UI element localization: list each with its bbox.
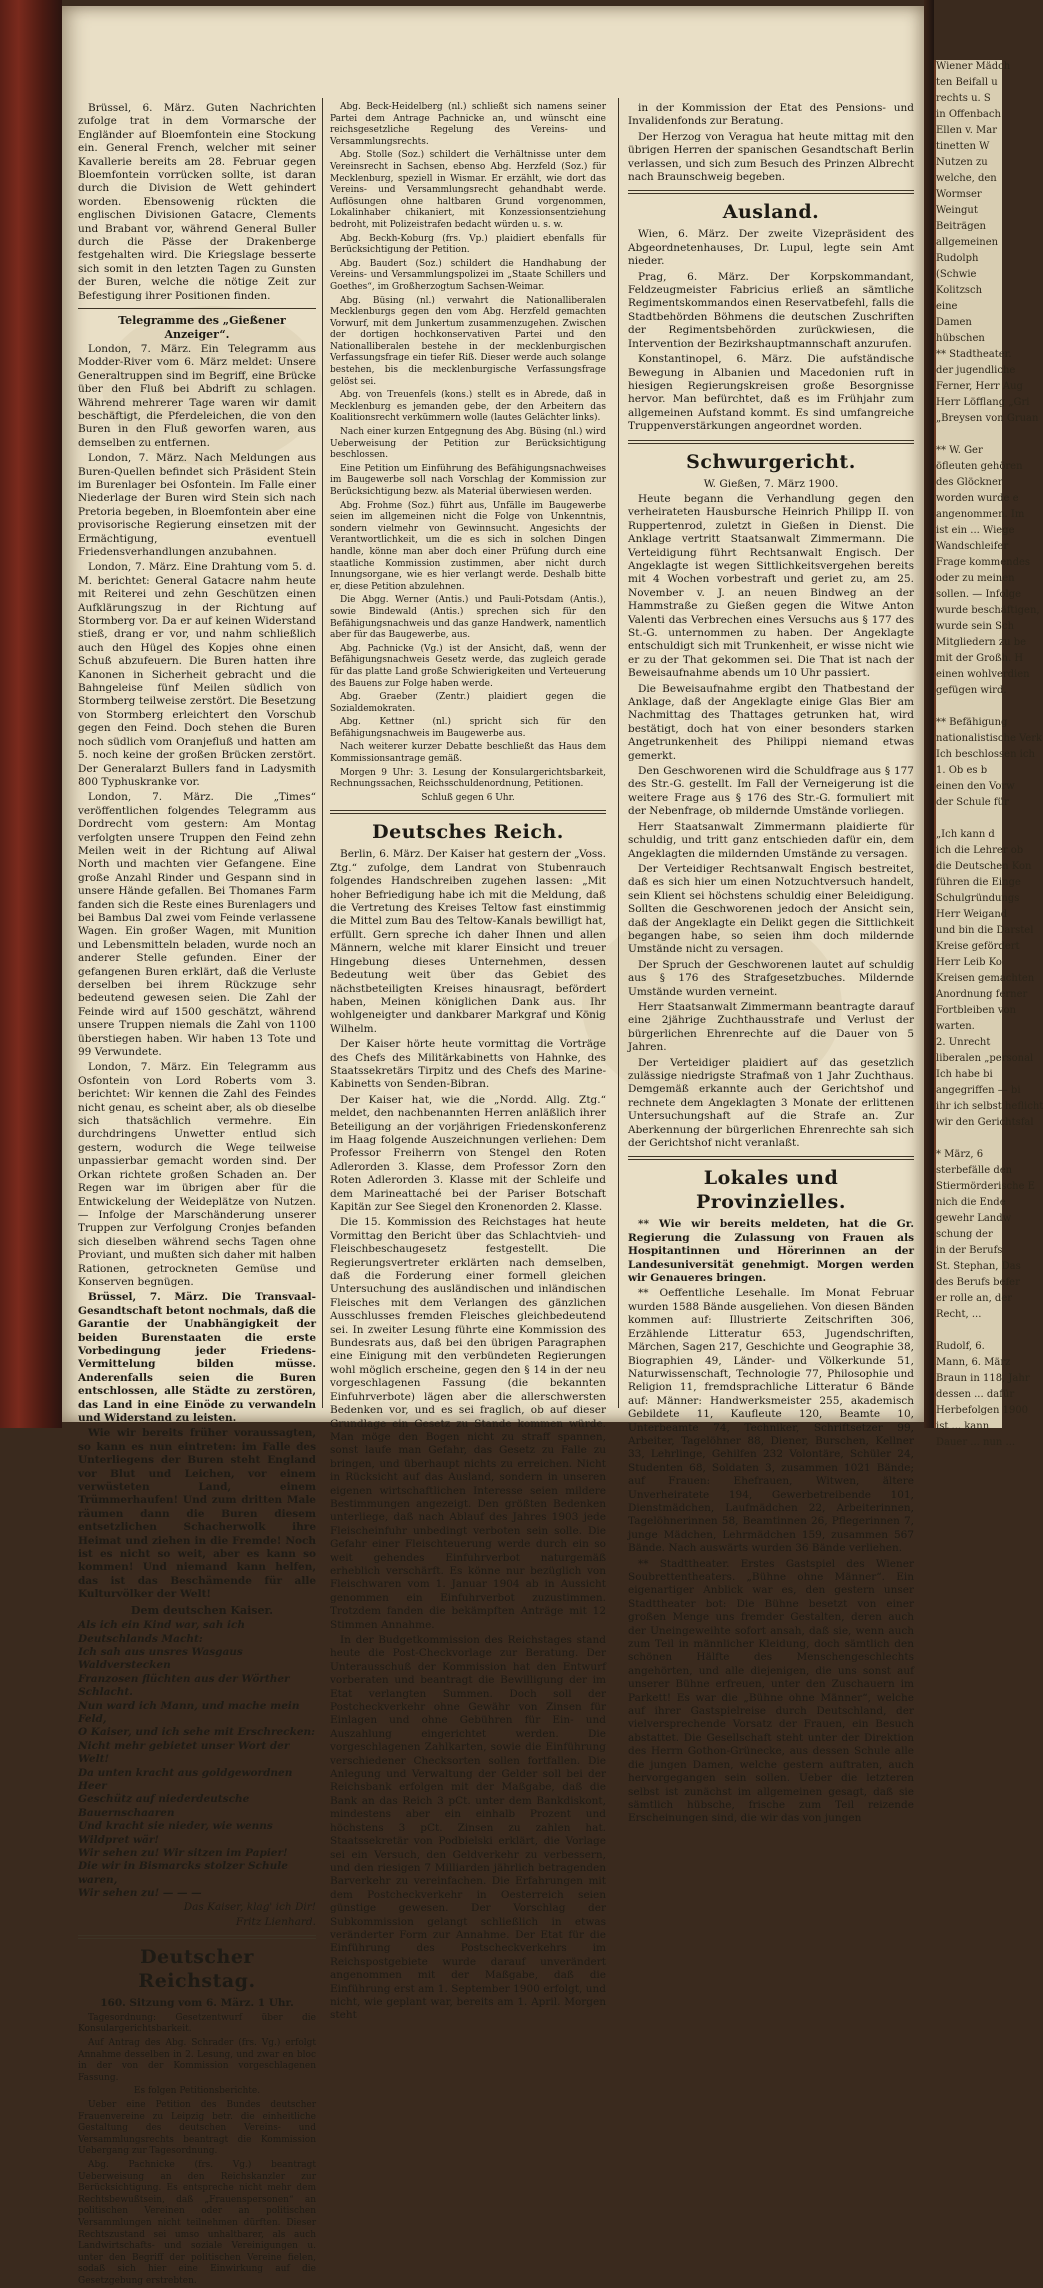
adjacent-page-line: nationalistische Verk xyxy=(936,733,1043,744)
adjacent-page-line: die Deutschen Kon xyxy=(936,861,1032,872)
poem-line: Nun ward ich Mann, und mache mein Feld, xyxy=(78,1699,300,1725)
lokales-p1: ** Wie wir bereits meldeten, hat die Gr. Regierung die Zulassung von Frauen als Hospitantinnen und Hörerinnen an der Landesuniversität genehmigt. Morgen werden wir Genaueres bringen. xyxy=(628,1218,914,1285)
adjacent-page-line: welche, den xyxy=(936,173,997,184)
adjacent-page-line: Wiener Mädch xyxy=(936,61,1011,72)
adjacent-page-line: allgemeinen xyxy=(936,237,999,248)
adjacent-page-line: Mitgliedern zu be xyxy=(936,637,1027,648)
sitzung-line: 160. Sitzung vom 6. März. 1 Uhr. xyxy=(100,1997,294,2010)
schwurgericht-p6: Der Spruch der Geschworenen lautet auf schuldig aus § 176 des Strafgesetzbuches. Mildernde Umstände wurden verneint. xyxy=(628,958,914,998)
reichstag-p8: Abg. Baudert (Soz.) schildert die Handhabung der Vereins- und Versammlungspolizei im „Staate Schillers und Goethes“, im Großherzogtum Sachsen-Weimar. xyxy=(330,258,606,292)
adjacent-page-line: des Glöckner xyxy=(936,477,1003,488)
adjacent-page-line: ich die Lehrer ob xyxy=(936,845,1024,856)
lokales-p2: ** Oeffentliche Lesehalle. Im Monat Februar wurden 1588 Bände ausgeliehen. Von diesen Bänden kommen auf: Illustrierte Zeitschriften 306, Erzählende Litteratur 653, Jugendschriften, Märchen, Sagen 217, Geschichte und Geographie 38, Biographien 49, Länder- und Völkerkunde 51, Naturwissenschaft, Technologie 77, Philosophie und Religion 11, fremdsprachliche Litteratur 6 Bände auf: Männer: Handwerksmeister 255, akademisch Gebildete 11, Kaufleute 120, Beamte 10, Unterbeamte 74, Techniker, Schriftsetzer 99, Arbeiter, Tagelöhner 88, Diener, Burschen, Kellner 33, Lehrlinge, Gehilfen 232 Volontäre, Schüler 24, Studenten 68, Soldaten 3, zusammen 1021 Bände; auf Frauen: Ehefrauen, Witwen, ältere Unverheiratete 194, Gewerbetreibende 101, Dienstmädchen, Laufmädchen 22, Arbeiterinnen, Tagelöhnerinnen 58, Beamtinnen 26, Pflegerinnen 7, junge Mädchen, Lehrmädchen 159, zusammen 567 Bände. Nach auswärts wurden 36 Bände verliehen. xyxy=(628,1287,914,1555)
heading-deutsches-reich: Deutsches Reich. xyxy=(372,821,564,844)
adjacent-page-line: in Offenbach xyxy=(936,109,1001,120)
telegram-bruessel: Brüssel, 7. März. Die Transvaal-Gesandtschaft betont nochmals, daß die Garantie der Unabhängigkeit der beiden Burenstaaten die erste Vorbedingung jeder Friedens-Vermittelung bilden müsse. Anderenfalls seien die Buren entschlossen, alle Städte zu zerstören, das Land in eine Einöde zu verwandeln und Widerstand zu leisten. xyxy=(78,1291,316,1424)
heading-ausland: Ausland. xyxy=(722,201,820,224)
poem xyxy=(78,1619,316,1901)
reichstag-p20: Schluß gegen 6 Uhr. xyxy=(421,792,515,803)
adjacent-page-line: Dauer ... nun ... xyxy=(936,1437,1016,1448)
reichstag-p10: Abg. von Treuenfels (kons.) stellt es in Abrede, daß in Mecklenburg es jemanden gebe, der den Arbeitern das Koalitionsrecht verkümmern wolle (lautes Gelächter links). xyxy=(330,390,606,424)
adjacent-page-line: Kreise gefördert xyxy=(936,941,1020,952)
divider xyxy=(78,1935,316,1939)
adjacent-page-line: St. Stephan, Das xyxy=(936,1261,1021,1272)
heading-reichstag: Deutscher Reichstag. xyxy=(138,1946,256,1993)
adjacent-page-line: Herr Weigand xyxy=(936,909,1008,920)
adjacent-page-line: der Schule für xyxy=(936,797,1009,808)
schwurgericht-dateline: W. Gießen, 7. März 1900. xyxy=(703,477,839,490)
adjacent-page-line: Ferner, Herr Aug xyxy=(936,381,1023,392)
adjacent-page-line: Nutzen zu xyxy=(936,157,988,168)
adjacent-page-line: ** W. Ger xyxy=(936,445,983,456)
divider xyxy=(78,308,316,309)
adjacent-page-line: Damen xyxy=(936,317,972,328)
reichstag-p17: Abg. Kettner (nl.) spricht sich für den Befähigungsnachweis im Baugewerbe aus. xyxy=(330,717,606,739)
reichstag-p3: Ueber eine Petition des Bundes deutscher Frauenvereine zu Leipzig betr. die einheitliche Gestaltung des deutschen Vereins- und Versammlungsrechts beantragt die Kommission Uebergang zur Tagesordnung. xyxy=(78,2100,316,2157)
adjacent-page-line: gewehr Landw xyxy=(936,1213,1012,1224)
adjacent-page-line xyxy=(936,428,1002,441)
adjacent-page-line xyxy=(936,812,1002,825)
heading-lokales: Lokales und Provinzielles. xyxy=(696,1167,846,1214)
adjacent-page-line: wurde sein Sch xyxy=(936,621,1015,632)
adjacent-page-line: rechts u. S xyxy=(936,93,991,104)
adjacent-page-line: einen den Vorw xyxy=(936,781,1015,792)
adjacent-page-line: führen die Einge xyxy=(936,877,1021,888)
reichstag-p9: Abg. Büsing (nl.) verwahrt die Nationalliberalen Mecklenburgs gegen den vom Abg. Herzfeld gemachten Vorwurf, mit dem Junkertum zusammenzugehen. Zwischen der dortigen hochkonservativen Partei und den Nationalliberalen bestehe in der mecklenburgischen Verfassungsfrage ein tiefer Riß. Dieser werde auch solange bestehen, bis die mecklenburgische Verfassungsfrage gelöst sei. xyxy=(330,295,606,387)
telegram-london-1: London, 7. März. Ein Telegramm aus Modder-River vom 6. März meldet: Unsere Generaltruppen sind im Begriff, eine Brücke über den Fluß bei Abdrift zu schlagen. Während mehrerer Tage waren wir damit beschäftigt, die Pferdeleichen, die von den Buren in den Fluß geworfen waren, aus demselben zu entfernen. xyxy=(78,342,316,449)
adjacent-page-line: Wandschleifer xyxy=(936,541,1009,552)
schwurgericht-p2: Die Beweisaufnahme ergibt den Thatbestand der Anklage, daß der Angeklagte einige Glas Bier am Nachmittag des Thattages getrunken hat, wird bestätigt, doch hat von einer besonders starken Angetrunkenheit des Philippi niemand etwas gemerkt. xyxy=(628,682,914,762)
schwurgericht-p5: Der Verteidiger Rechtsanwalt Engisch bestreitet, daß es sich hier um einen Notzuchtversuch handelt, sein Klient sei höchstens schuldig einer Beleidigung. Sollten die Geschworenen jedoch der Ansicht sein, daß der Angeklagte ein Delikt gegen die Sittlichkeit begangen habe, so seien ihm doch mildernde Umstände nicht zu versagen. xyxy=(628,862,914,956)
adjacent-page-line: Ellen v. Mar xyxy=(936,125,998,136)
adjacent-page-line: Kreisen gemachten xyxy=(936,973,1035,984)
adjacent-page-line: Schulgründungs xyxy=(936,893,1020,904)
adjacent-page-line: Ich habe bi xyxy=(936,1069,993,1080)
schwurgericht-p3: Den Geschworenen wird die Schuldfrage aus § 177 des Str.-G. gestellt. Im Fall der Verneigerung ist die weitere Frage aus § 176 des Str.-G. formuliert mit der Nebenfrage, ob mildernde Umstände vorliegen. xyxy=(628,765,914,818)
reich-p5: In der Budgetkommission des Reichstages stand heute die Post-Checkvorlage zur Beratung. Der Unterausschuß der Kommission hat den Entwurf vorberaten und beantragt die Bewilligung der im Etat verlangten Summen. Doch soll der Postcheckverkehr ohne Gewähr von Zinsen für Einlagen und ohne Gebühren für Ein- und Auszahlung eingerichtet werden. Die vorgeschlagenen Zahlkarten, sowie die Einführung verschiedener Checksorten sollen fortfallen. Die Anlegung und Verwaltung der Gelder soll bei der Reichsbank erfolgen mit der Maßgabe, daß die Bank an das Reich 3 pCt. unter dem Bankdiskont, mindestens aber ein einhalb Prozent und höchstens 3 pCt. Zinsen zu zahlen hat. Staatssekretär von Podbielski erklärt, die Vorlage sei ein Versuch, den Geldverkehr zu verbessern, und den riesigen 7 Milliarden jährlich betragenden Barverkehr zu vereinfachen. Die Erfahrungen mit dem Postcheckverkehr in Oesterreich seien günstige gewesen. Der Vorschlag der Subkommission gelangt schließlich in etwas veränderter Form zur Annahme. Der Etat für die Einführung des Postscheckverkehrs im Reichspostgebiete wurde darauf unverändert angenommen mit der Maßgabe, daß die Einführung erst am 1. September 1900 erfolgt, und nicht, wie geplant war, bereits am 1. April. Morgen steht xyxy=(330,1634,606,2022)
newspaper-page xyxy=(62,6,924,2286)
adjacent-page-line: schung der xyxy=(936,1229,993,1240)
adjacent-page-line: angenommen. Im xyxy=(936,509,1025,520)
poem-title: Dem deutschen Kaiser. xyxy=(130,1603,274,1617)
reichstag-p16: Abg. Graeber (Zentr.) plaidiert gegen die Sozialdemokraten. xyxy=(330,692,606,714)
adjacent-page-line: in der Berufs xyxy=(936,1245,1003,1256)
reich-p6: in der Kommission der Etat des Pensions- und Invalidenfonds zur Beratung. xyxy=(628,102,914,128)
adjacent-page-line: liberalen „personal xyxy=(936,1053,1034,1064)
ausland-prag: Prag, 6. März. Der Korpskommandant, Feldzeugmeister Fabricius erließ an sämtliche Regimentskommandos einen Reservatbefehl, falls die Stadtbehörden Böhmens die deutschen Zuschriften der Regimentsbehörden zurückwiesen, die Intervention der Bezirkshauptmannschaft anzurufen. xyxy=(628,270,914,350)
adjacent-page-line: sterbefälle den xyxy=(936,1165,1013,1176)
poem-line: Nicht mehr gebietet unser Wort der Welt! xyxy=(78,1739,290,1766)
adjacent-page-line: dessen ... dafür xyxy=(936,1389,1015,1400)
adjacent-page-line: Rudolph xyxy=(936,253,979,264)
adjacent-page-line: Frage kommendes xyxy=(936,557,1031,568)
adjacent-page-line: Herr Löfflang „Gri xyxy=(936,397,1030,408)
heading-telegramme: Telegramme des „Gießener Anzeiger“. xyxy=(118,314,286,341)
poem-line: Die wir in Bismarcks stolzer Schule waren, xyxy=(78,1860,288,1886)
adjacent-page-line: tinetten W xyxy=(936,141,990,152)
adjacent-page-line: ** Befähigung xyxy=(936,717,1008,728)
poem-line: Wir sehen zu! Wir sitzen im Papier! xyxy=(78,1847,288,1859)
adjacent-page-line: Stiermörderische E xyxy=(936,1181,1035,1192)
adjacent-page-line xyxy=(936,700,1002,713)
adjacent-page-line: Herr Leib Ko xyxy=(936,957,1002,968)
adjacent-page-line: Braun in 118, Jahr xyxy=(936,1373,1030,1384)
adjacent-page-line: einen wohlverdien xyxy=(936,669,1030,680)
poem-line: Da unten kracht aus goldgewordnen Heer xyxy=(78,1766,293,1792)
adjacent-page-line: Herbefolgen 1900 xyxy=(936,1405,1029,1416)
poem-line: Franzosen flüchten aus der Wörther Schlacht. xyxy=(78,1672,290,1699)
adjacent-page-line: Beiträgen xyxy=(936,221,986,232)
ausland-konstantinopel: Konstantinopel, 6. März. Die aufständische Bewegung in Albanien und Macedonien ruft in hiesigen Regierungskreisen große Besorgnisse hervor. Man befürchtet, daß es im Frühjahr zum allgemeinen Aufstand kommt. Es sind umfangreiche Truppenverstärkungen angeordnet worden. xyxy=(628,353,914,433)
reich-p2: Der Kaiser hörte heute vormittag die Vorträge des Chefs des Militärkabinetts von Hahnke, des Staatssekretärs Tirpitz und des Chefs des Marine-Kabinetts von Senden-Bibran. xyxy=(330,1038,606,1091)
poem-line: Wir sehen zu! — — — xyxy=(78,1887,202,1900)
adjacent-page-line: Ich beschlossen ich xyxy=(936,749,1035,760)
adjacent-page-line: Anordnung ferner xyxy=(936,989,1028,1000)
adjacent-page-line: ist ... kann xyxy=(936,1421,990,1432)
poem-line: Geschütz auf niederdeutsche Bauernschaaren xyxy=(78,1793,250,1819)
divider xyxy=(628,440,914,444)
column-rule-2 xyxy=(618,98,619,1408)
reichstag-p13: Abg. Frohme (Soz.) führt aus, Unfälle im Baugewerbe seien im allgemeinen nicht die Folge von Unkenntnis, sondern vielmehr von Gewinnsucht. Angesichts der Verantwortlichkeit, um die es sich in solchen Dingen handle, könne man aber doch einer Prüfung durch eine staatliche Kommission zustimmen, aber nicht durch Innungsorgane, wie es hier verlangt werde. Deshalb bitte er, diese Petition abzulehnen. xyxy=(330,500,606,592)
adjacent-page-line: gefügen wird. xyxy=(936,685,1007,696)
poem-signoff: Das Kaiser, klag' ich Dir! xyxy=(183,1900,316,1913)
reichstag-p11: Nach einer kurzen Entgegnung des Abg. Büsing (nl.) wird Ueberweisung der Petition zur Berücksichtigung beschlossen. xyxy=(330,427,606,461)
reichstag-p19: Morgen 9 Uhr: 3. Lesung der Konsulargerichtsbarkeit, Rechnungssachen, Reichsschuldenordnung, Petitionen. xyxy=(330,767,606,790)
adjacent-page-line: öfleuten gehören xyxy=(936,461,1023,472)
page-gutter xyxy=(924,0,934,1428)
adjacent-page-line xyxy=(936,1132,1002,1145)
adjacent-page-line: (Schwie xyxy=(936,269,977,280)
schwurgericht-p7: Herr Staatsanwalt Zimmermann beantragte darauf eine 2jährige Zuchthausstrafe und Verlust der bürgerlichen Ehrenrechte auf die Dauer von 5 Jahren. xyxy=(628,1000,914,1054)
adjacent-page-line: eine xyxy=(936,301,958,312)
adjacent-page-line: warten. xyxy=(936,1021,975,1032)
adjacent-page-line: „Breysen von Gruan xyxy=(936,413,1039,424)
reichstag-p12: Eine Petition um Einführung des Befähigungsnachweises im Baugewerbe soll nach Vorschlag der Kommission zur Berücksichtigung bezw. als Material überwiesen werden. xyxy=(330,463,606,497)
adjacent-page-line xyxy=(936,1324,1002,1337)
adjacent-page-line: hübschen xyxy=(936,333,985,344)
adjacent-page-line: ihr ich selbst heflicht xyxy=(936,1101,1043,1112)
reichstag-p18: Nach weiterer kurzer Debatte beschließt das Haus dem Kommissionsantrage gemäß. xyxy=(330,742,606,765)
divider xyxy=(628,190,914,194)
adjacent-page-line: Rudolf, 6. xyxy=(936,1341,985,1352)
poem-line: Ich sah aus unsres Wasgaus Waldverstecken xyxy=(78,1645,243,1672)
divider xyxy=(330,810,606,814)
poem-line: O Kaiser, und ich sehe mit Erschrecken: xyxy=(78,1726,316,1739)
adjacent-page-line: oder zu meinen xyxy=(936,573,1015,584)
adjacent-page-line: wir den Gerichtsfal xyxy=(936,1117,1034,1128)
adjacent-page-line: ** Stadtheater. xyxy=(936,349,1012,360)
poem-author: Fritz Lienhard. xyxy=(235,1916,316,1929)
reich-p3: Der Kaiser hat, wie die „Nordd. Allg. Ztg.“ meldet, den nachbenannten Herren anläßlich ihrer Beteiligung an der vorjährigen Friedenskonferenz im Haag folgende Auszeichnungen verliehen: Dem Professor Freiherrn von Stengel den Roten Adlerorden 3. Klasse, dem Professor Zorn den Roten Adlerorden 3. Klasse mit der Schleife und dem Marineattaché bei der Pariser Botschaft Kapitän zur See Siegel den Kronenorden 2. Klasse. xyxy=(330,1093,606,1213)
book-binding xyxy=(0,0,62,1428)
adjacent-page-line: mit der Großh. H xyxy=(936,653,1024,664)
ausland-wien: Wien, 6. März. Der zweite Vizepräsident des Abgeordnetenhauses, Dr. Lupul, legte sein Amt nieder. xyxy=(628,228,914,268)
reichstag-p2: Es folgen Petitionsberichte. xyxy=(133,2086,261,2097)
poem-line: Als ich ein Kind war, sah ich Deutschlands Macht: xyxy=(78,1619,246,1645)
adjacent-page-fragment xyxy=(934,60,1043,1448)
reichstag-p6: Abg. Stolle (Soz.) schildert die Verhältnisse unter dem Vereinsrecht in Sachsen, ebenso Abg. Herzfeld (Soz.) für Mecklenburg, speziell in Wismar. Er erzählt, wie dort das Vereins- und Versammlungsrecht gehandhabt werde. Auflösungen ohne haltbaren Grund vorgenommen, Lokalinhaber chikaniert, mit Konzessionsentziehung bedroht, mit Polizeistrafen bedacht würden u. s. w. xyxy=(330,150,606,230)
reichstag-p5: Abg. Beck-Heidelberg (nl.) schließt sich namens seiner Partei dem Antrage Pachnicke an, und wünscht eine reichsgesetzliche Regelung des Vereins- und Versammlungsrechts. xyxy=(330,102,606,147)
reichstag-p4: Abg. Pachnicke (frs. Vg.) beantragt Ueberweisung an den Reichskanzler zur Berücksichtigung. Es entspreche nicht mehr dem Rechtsbewußtsein, daß „Frauenspersonen“ an politischen Vereinen oder an politischen Versammlungen nicht teilnehmen dürften. Dieser Rechtszustand sei umso unhaltbarer, als auch Landwirtschafts- und soziale Vereinigungen u. unter den Begriff der politischen Vereine fielen, sodaß sich hier eine Einwirkung auf die Gesetzgebung erstrebten. xyxy=(78,2159,316,2286)
adjacent-page-line: 2. Unrecht xyxy=(936,1037,991,1048)
schwurgericht-p8: Der Verteidiger plaidiert auf das gesetzlich zulässige niedrigste Strafmaß von 1 Jahr Zuchthaus. Demgemäß erkannte auch der Gerichtshof und rechnete dem Angeklagten 3 Monate der erlittenen Untersuchungshaft auf die Strafe an. Zur Aberkennung der bürgerlichen Ehrenrechte sah sich der Gerichtshof nicht veranlaßt. xyxy=(628,1056,914,1150)
adjacent-page-line: des Berufs befer xyxy=(936,1277,1020,1288)
heading-schwurgericht: Schwurgericht. xyxy=(686,450,856,473)
reich-p7: Der Herzog von Veragua hat heute mittag mit den übrigen Herren der spanischen Gesandtschaft Berlin verlassen, und sich zum Besuch des Prinzen Albrecht nach Braunschweig begeben. xyxy=(628,130,914,184)
telegram-london-4: London, 7. März. Die „Times“ veröffentlichen folgendes Telegramm aus Dordrecht vom gestern: Am Montag verfolgten unsere Truppen den Feind zehn Meilen weit in der Richtung auf Aliwal North und machten vier Gefangene. Eine große Anzahl Rinder und Gespann sind in unsere Hände gefallen. Bei Thomanes Farm fanden sich die Reste eines Burenlagers und bei Bambus Dal zwei vom Feinde verlassene Wagen. Ein großer Wagen, mit Munition und Lebensmitteln beladen, wurde noch an anderer Stelle gefunden. Einer der gefangenen Buren erklärt, daß die Verluste derselben bei ihrem Rückzuge sehr bedeutend gewesen seien. Die Zahl der Feinde wird auf 1500 geschätzt, während unsere Truppen niemals die Zahl von 1100 überstiegen haben. Wir haben 13 Tote und 99 Verwundete. xyxy=(78,791,316,1059)
adjacent-page-line: angegriffen — bi xyxy=(936,1085,1021,1096)
column-2 xyxy=(330,102,606,2022)
adjacent-page-line: und bin die Darstel xyxy=(936,925,1034,936)
adjacent-page-line: * März, 6 xyxy=(936,1149,984,1160)
schwurgericht-p4: Herr Staatsanwalt Zimmermann plaidierte für schuldig, und tritt ganz entschieden dafür ein, dem Angeklagten die mildernden Umstände zu versagen. xyxy=(628,820,914,860)
adjacent-page-line: ist ein ... Wiege xyxy=(936,525,1015,536)
adjacent-page-line: worden wurde e xyxy=(936,493,1019,504)
adjacent-page-line: „Ich kann d xyxy=(936,829,995,840)
lokales-p3: ** Stadttheater. Erstes Gastspiel des Wiener Soubrettentheaters. „Bühne ohne Männer“. Ein eigenartiger Anblick war es, den gestern unser Stadttheater bot: Die Bühne besetzt von einer großen Menge uns fremder Gestalten, deren auch der Uneingeweihte sofort ansah, daß sie, wenn auch zum Teil in männlicher Kleidung, doch sämtlich den schönen Hälfte des Menschengeschlechts angehörten, und alle diejenigen, die uns sonst auf unserer Bühne erfreuen, unter den Zuschauern im Parkett! Es war die „Bühne ohne Männer“, welche auf ihrer Gastspielreise durch Deutschland, der vielversprechende Vorsatz der Frauen, ein Besuch abstattet. Die Gesellschaft steht unter der Direktion des Herrn Gothon-Grünecke, aus dessen Schule alle die jungen Damen, welche gestern auftraten, auch hervorgegangen sein sollen. Ueber die letzteren selbst ist zunächst im allgemeinen gesagt, daß sie sämtlich hübsche, frische zum Teil reizende Erscheinungen sind, die wir das von jungen xyxy=(628,1557,914,1825)
reichstag-p7: Abg. Beckh-Koburg (frs. Vp.) plaidiert ebenfalls für Berücksichtigung der Petition. xyxy=(330,233,606,256)
adjacent-page-line: 1. Ob es b xyxy=(936,765,988,776)
schwurgericht-p1: Heute begann die Verhandlung gegen den verheirateten Hausbursche Heinrich Philipp II. von Ruppertenrod, zuletzt in Gießen in Dienst. Die Anklage vertritt Staatsanwalt Zimmermann. Die Verteidigung führt Rechtsanwalt Engisch. Der Angeklagte ist wegen Sittlichkeitsvergehen bereits mit 4 Wochen vorbestraft und geriet zu, am 25. November v. J. an neuen Bindweg an der Hammstraße zu Gießen gegen die Witwe Anton Valenti das Verbrechen eines Versuchs aus § 177 des St.-G. unternommen zu haben. Der Angeklagte entschuldigt sich mit Trunkenheit, er wisse nicht wie er zu der That gekommen sei. Die That ist nach der Beweisaufnahme abends um 10 Uhr passiert. xyxy=(628,492,914,680)
column-rule-1 xyxy=(322,98,323,1408)
reich-p4: Die 15. Kommission des Reichstages hat heute Vormittag den Bericht über das Schlachtvieh- und Fleischbeschaugesetz festgestellt. Die Regierungsvertreter erklärten nach demselben, daß die Forderung einer formell gleichen Untersuchung des ausländischen und inländischen Fleisches mit dem Verlangen des gänzlichen Ausschlusses fremden Fleisches gleichbedeutend sei. In zweiter Lesung führte eine Kommission des Bundesrats aus, daß bei den übrigen Paragraphen eine Einigung mit den verbündeten Regierungen wohl möglich erscheine, gegen den § 14 in der neu vorgeschlagenen Fassung (die bekannten Einfuhrverbote) lägen aber die allerschwersten Bedenken vor, und es sei fraglich, ob auf dieser Grundlage ein Gesetz zu Stande kommen würde. Man möge den Bogen nicht zu straff spannen, sonst laufe man Gefahr, das Gesetz zu Falle zu bringen, und überhaupt nichts zu erreichen. Nicht in Rücksicht auf das Ausland, sondern in unseren eigenen wirtschaftlichen Interesse seien mildere Bestimmungen angezeigt. Den größten Bedenken unterliege, daß nach Ablauf des Jahres 1903 jede Fleischeinfuhr unbedingt verboten sein solle. Die Gefahr einer Fleischteuerung werde durch ein so weit gehendes Einfuhrverbot naturgemäß erheblich verschärft. Es könne nur bezüglich von Fleischwaren vom 1. Januar 1904 ab in Aussicht genommen ein Einfuhrverbot zuzustimmen. Trotzdem fanden die bekämpften Anträge mit 12 Stimmen Annahme. xyxy=(330,1216,606,1631)
telegram-london-3: London, 7. März. Eine Drahtung vom 5. d. M. berichtet: General Gatacre nahm heute mit Reiterei und zehn Geschützen einen Aufklärungszug in der Richtung auf Stormberg vor. Da er auf keinen Widerstand stieß, drang er vor, und nahm schließlich auch den Hügel des Kopjes ohne einen Schuß abzufeuern. Die Buren hatten ihre Kanonen in Sicherheit gebracht und die Bahngeleise fünf Meilen südlich von Stormberg teilweise zerstört. Die Besetzung von Stormberg erleichtert den Vorschub gegen den Feind. Doch stehen die Buren noch südlich vom Oranjefluß und hatten am 5. noch keine der großen Brücken zerstört. Der Generalarzt Bullers fand in Ladysmith 800 Typhuskranke vor. xyxy=(78,561,316,788)
adjacent-page-line: Kolitzsch xyxy=(936,285,983,296)
divider xyxy=(628,1156,914,1160)
adjacent-page-line: Wormser xyxy=(936,189,982,200)
adjacent-page-line: Fortbleiben von xyxy=(936,1005,1016,1016)
adjacent-page-line: ten Beifall u xyxy=(936,77,998,88)
reich-p1: Berlin, 6. März. Der Kaiser hat gestern der „Voss. Ztg.“ zufolge, dem Landrat von Stubenrauch folgendes Handschreiben zugehen lassen: „Mit hoher Befriedigung habe ich mit die Meldung, daß die Vertretung des Kreises Teltow fast einstimmig die Mittel zum Bau des Teltow-Kanals bewilligt hat, erfüllt. Gern spreche ich daher Ihnen und allen Männern, welche mit klarer Einsicht und treuer Hingebung dieses Unternehmen, dessen Bedeutung weit über das Gebiet des nächstbeteiligten Kreises hinausragt, befördert haben, Meinen königlichen Dank aus. Ihr wohlgeneigter und dankbarer Markgraf und König Wilhelm. xyxy=(330,848,606,1035)
article-bruessel: Brüssel, 6. März. Guten Nachrichten zufolge trat in dem Vormarsche der Engländer auf Bloemfontein eine Stockung ein. General French, welcher mit seiner Kavallerie bereits am 28. Februar gegen Bloemfontein vorrücken sollte, ist daran durch die Division de Wett gehindert worden. Ebensowenig rückten die englischen Divisionen Gatacre, Clements und Brabant vor, während General Buller durch die Pässe der Drakenberge festgehalten wird. Die Kriegslage besserte sich somit in den letzten Tagen zu Gunsten der Buren, welche die nötige Zeit zur Befestigung ihrer Positionen finden. xyxy=(78,102,316,302)
adjacent-page-line: der jugendliche xyxy=(936,365,1016,376)
adjacent-page-line: nich die Ende xyxy=(936,1197,1006,1208)
column-1 xyxy=(78,102,316,2286)
poem-line: Und kracht sie nieder, wie wenns Wildpret wär! xyxy=(78,1820,273,1846)
reichstag-p14: Die Abgg. Werner (Antis.) und Pauli-Potsdam (Antis.), sowie Bindewald (Antis.) sprechen sich für den Befähigungsnachweis und das ganze Handwerk, namentlich aber für das Baugewerbe, aus. xyxy=(330,595,606,641)
telegram-london-2: London, 7. März. Nach Meldungen aus Buren-Quellen befindet sich Präsident Stein im Burenlager bei Osfontein. Im Falle einer Niederlage der Buren wird Stein sich nach Pretoria begeben, in Bloemfontein aber eine provisorische Regierung einsetzen mit der Ermächtigung, eventuell Friedensverhandlungen anzubahnen. xyxy=(78,452,316,558)
commentary: Wie wir bereits früher voraussagten, so kann es nun eintreten: im Falle des Unterliegens der Buren steht England vor Blut und Leichen, vor einem verwüsteten Land, einem Trümmerhaufen! Und zum dritten Male räumen dann die Buren diesem entsetzlichen Schacherwolk ihre Heimat und ziehen in die Fremde! Noch ist es nicht so weit, aber es kann so kommen! Und niemand kann helfen, das ist das Beschämende für alle Kulturvölker der Welt! xyxy=(78,1427,316,1601)
adjacent-page-line: er rolle an, der xyxy=(936,1293,1013,1304)
adjacent-page-line: sollen. — Infolge xyxy=(936,589,1022,600)
reichstag-p15: Abg. Pachnicke (Vg.) ist der Ansicht, daß, wenn der Befähigungsnachweis Gesetz werde, das zugleich gerade für das platte Land große Schwierigkeiten und Verteuerung des Bauens zur Folge haben werde. xyxy=(330,643,606,689)
reichstag-p1: Auf Antrag des Abg. Schrader (frs. Vg.) erfolgt Annahme desselben in 2. Lesung, und zwar en bloc in der von der Kommission vorgeschlagenen Fassung. xyxy=(78,2038,316,2083)
adjacent-page-line: Mann, 6. März xyxy=(936,1357,1011,1368)
adjacent-page-line: Recht, ... xyxy=(936,1309,982,1320)
adjacent-page-lines xyxy=(936,60,1043,1449)
adjacent-page-line: Weingut xyxy=(936,205,978,216)
telegram-london-5: London, 7. März. Ein Telegramm aus Osfontein von Lord Roberts vom 3. berichtet: Wir kennen die Zahl des Feindes nicht genau, es scheint aber, als ob dieselbe sich thatsächlich vermehre. Ein durchdringens Unwetter entlud sich gestern, wodurch die Wege teilweise unpassierbar gemacht worden sind. Der Orkan richtete großen Schaden an. Der Regen war im übrigen aber für die Entwickelung der Weideplätze von Nutzen. — Infolge der Marschänderung unserer Truppen zur Verfolgung Cronjes befanden sich dieselben während sechs Tagen ohne Proviant, und mußten sich daher mit halben Rationen, getrockneten Gemüse und Konserven begnügen. xyxy=(78,1061,316,1288)
adjacent-page-line: wurde beschäftigen, xyxy=(936,605,1040,616)
tagesordnung: Tagesordnung: Gesetzentwurf über die Konsulargerichtsbarkeit. xyxy=(78,2012,316,2035)
column-3 xyxy=(628,102,914,1825)
